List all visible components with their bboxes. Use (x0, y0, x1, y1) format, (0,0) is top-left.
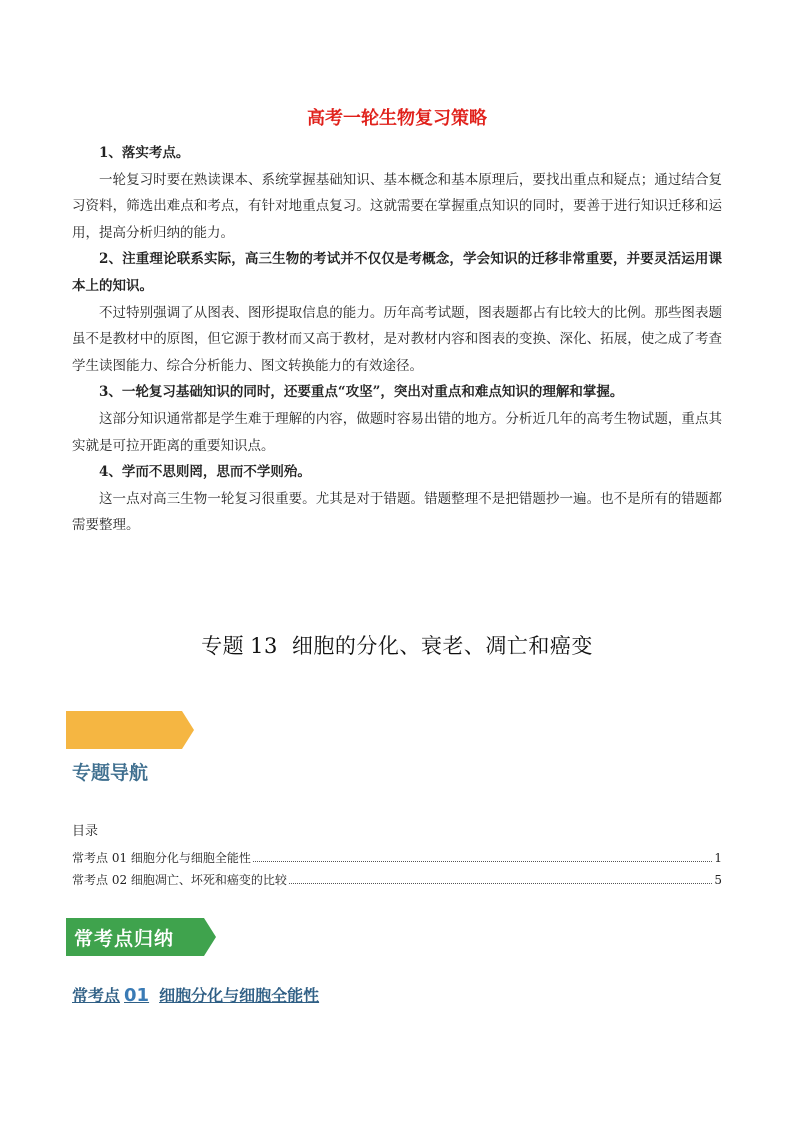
strategy-heading-4: 4、学而不思则罔，思而不学则殆。 (99, 464, 311, 481)
strategy-heading-2: 2、注重理论联系实际，高三生物的考试并不仅仅是考概念，学会知识的迁移非常重要，并要灵活运用课本上的知识。 (72, 251, 722, 294)
nav-banner-shape (66, 711, 194, 749)
strategy-body-2: 不过特别强调了从图表、图形提取信息的能力。历年高考试题，图表题都占有比较大的比例。那些图表题虽不是教材中的原图，但它源于教材而又高于教材，是对教材内容和图表的变换、深化、拓展，使之成了考查学生读图能力、综合分析能力、图文转换能力的有效途径。 (72, 304, 722, 374)
toc-entry[interactable] (72, 871, 722, 893)
toc-entry-page: 1 (714, 851, 722, 865)
strategy-heading-3: 3、一轮复习基础知识的同时，还要重点“攻坚”，突出对重点和难点知识的理解和掌握。 (99, 384, 624, 401)
toc-entry-label: 常考点 02 细胞凋亡、坏死和癌变的比较 (72, 873, 287, 887)
strategy-heading-1: 1、落实考点。 (99, 145, 190, 161)
strategy-section (72, 140, 722, 539)
nav-title: 专题导航 (72, 762, 149, 784)
topic-number: 13 (250, 634, 278, 658)
toc-entry[interactable] (72, 849, 722, 871)
toc-heading: 目录 (72, 824, 99, 839)
strategy-body-4: 这一点对高三生物一轮复习很重要。尤其是对于错题。错题整理不是把错题抄一遍。也不是所有的错题都需要整理。 (72, 490, 722, 534)
section-prefix: 常考点 (72, 986, 121, 1005)
toc-leader-dots (253, 861, 712, 862)
toc-entry-label: 常考点 01 细胞分化与细胞全能性 (72, 851, 251, 865)
section-heading (72, 983, 319, 1006)
section-name: 细胞分化与细胞全能性 (159, 986, 320, 1005)
topic-name: 细胞的分化、衰老、凋亡和癌变 (291, 634, 593, 658)
strategy-body-3: 这部分知识通常都是学生难于理解的内容，做题时容易出错的地方。分析近几年的高考生物试题，重点其实就是可拉开距离的重要知识点。 (72, 410, 722, 454)
page-title: 高考一轮生物复习策略 (307, 108, 487, 129)
strategy-body-1: 一轮复习时要在熟读课本、系统掌握基础知识、基本概念和基本原理后，要找出重点和疑点；通过结合复习资料，筛选出难点和考点，有针对地重点复习。这就需要在掌握重点知识的同时，要善于进行知识迁移和运用，提高分析归纳的能力。 (72, 171, 722, 241)
toc-entry-page: 5 (714, 873, 722, 887)
key-banner-label: 常考点归纳 (74, 928, 175, 950)
section-number: 01 (124, 985, 150, 1006)
toc-leader-dots (289, 883, 712, 884)
table-of-contents (72, 820, 722, 893)
topic-title (0, 630, 794, 660)
topic-prefix: 专题 (201, 634, 245, 658)
